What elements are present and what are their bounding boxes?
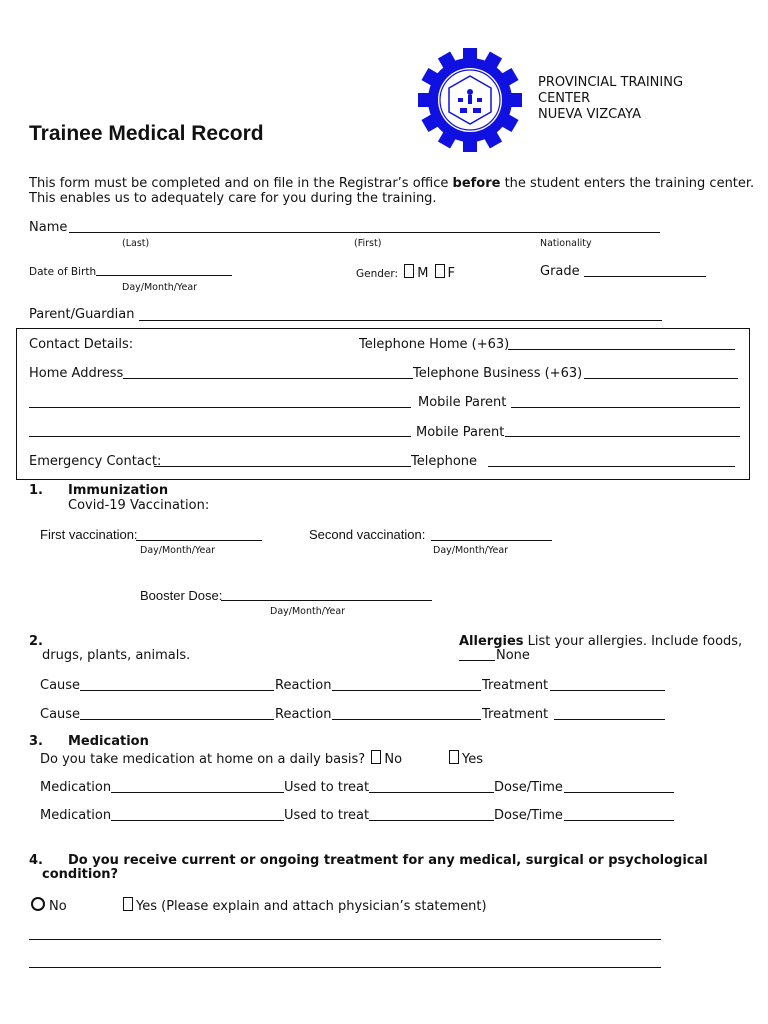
dob-field[interactable] [96, 275, 232, 276]
medication-field-2[interactable] [111, 820, 284, 821]
dob-caption: Day/Month/Year [122, 282, 198, 293]
tel-business-label: Telephone Business (+63) [413, 366, 583, 381]
parent-field[interactable] [139, 320, 662, 321]
reaction-field-2[interactable] [332, 719, 481, 720]
intro-text-b: the student enters the training center. [500, 176, 755, 191]
dose-time-field-1[interactable] [564, 792, 674, 793]
emergency-telephone-label: Telephone [411, 454, 478, 469]
medication-yes-label: Yes [462, 752, 483, 767]
allergies-none-label: None [496, 648, 530, 663]
treatment-yes-checkbox[interactable] [123, 897, 133, 911]
second-vaccination-caption: Day/Month/Year [433, 545, 509, 556]
gender-male-label: M [417, 266, 429, 281]
treatment-label-2: Treatment [482, 707, 549, 722]
mobile-parent-label-2: Mobile Parent [416, 425, 505, 440]
cause-field-1[interactable] [80, 690, 274, 691]
section-3-number: 3. [29, 734, 43, 749]
allergies-heading [459, 634, 742, 649]
dose-time-label-2: Dose/Time [494, 808, 563, 823]
gender-label: Gender: [356, 268, 399, 280]
section-4-question: Do you receive current or ongoing treatment for any medical, surgical or psychological [68, 853, 708, 868]
tel-home-field[interactable] [508, 349, 735, 350]
section-2-title: Allergies [459, 634, 524, 649]
intro-line-2: This enables us to adequately care for you during the training. [29, 191, 437, 206]
intro-text-a: This form must be completed and on file in the Registrar’s office [29, 176, 453, 191]
cause-field-2[interactable] [80, 719, 274, 720]
treatment-field-2[interactable] [554, 719, 665, 720]
dob-label: Date of Birth [29, 266, 97, 278]
second-vaccination-field[interactable] [431, 540, 552, 541]
medication-question-text: Do you take medication at home on a daily basis? [40, 752, 366, 767]
home-address-field[interactable] [123, 378, 413, 379]
booster-dose-label: Booster Dose: [140, 588, 223, 603]
cause-label-2: Cause [40, 707, 81, 722]
medication-no-checkbox[interactable] [371, 750, 381, 764]
grade-label: Grade [540, 264, 580, 279]
used-to-treat-field-1[interactable] [369, 792, 494, 793]
gender-female-checkbox[interactable] [435, 264, 445, 278]
treatment-yes-label: Yes (Please explain and attach physician’s statement) [136, 899, 487, 914]
dose-time-label-1: Dose/Time [494, 780, 563, 795]
allergies-desc: List your allergies. Include foods, [523, 634, 743, 649]
home-address-label: Home Address [29, 366, 124, 381]
intro-bold: before [452, 176, 501, 191]
explanation-line-2[interactable] [29, 967, 661, 968]
section-1-number: 1. [29, 483, 43, 498]
treatment-no-radio[interactable] [31, 897, 45, 911]
mobile-parent-field-2[interactable] [505, 436, 740, 437]
used-to-treat-field-2[interactable] [369, 820, 494, 821]
first-vaccination-field[interactable] [136, 540, 262, 541]
name-field[interactable] [69, 232, 660, 233]
name-label: Name [29, 220, 68, 235]
last-caption: (Last) [122, 238, 150, 249]
explanation-line-1[interactable] [29, 939, 661, 940]
intro-line-1 [29, 176, 754, 191]
treatment-yes-group [121, 897, 487, 914]
reaction-field-1[interactable] [332, 690, 481, 691]
medication-yes-group [447, 750, 483, 767]
provincial-training-center-logo [418, 48, 522, 152]
allergies-desc-2: drugs, plants, animals. [42, 648, 191, 663]
contact-details-label: Contact Details: [29, 337, 134, 352]
treatment-no-group [31, 897, 67, 914]
reaction-label-1: Reaction [275, 678, 332, 693]
gender-female-label: F [447, 266, 456, 281]
grade-field[interactable] [584, 276, 706, 277]
section-3-title: Medication [68, 734, 149, 749]
first-caption: (First) [354, 238, 382, 249]
section-4-question-2: condition? [42, 867, 119, 882]
parent-label: Parent/Guardian [29, 307, 135, 322]
emergency-telephone-field[interactable] [488, 466, 735, 467]
second-vaccination-label: Second vaccination: [309, 527, 426, 542]
address-line-3[interactable] [29, 436, 411, 437]
treatment-label-1: Treatment [482, 678, 549, 693]
mobile-parent-label-1: Mobile Parent [418, 395, 507, 410]
org-line-1: PROVINCIAL TRAINING [538, 75, 684, 90]
tel-home-label: Telephone Home (+63) [359, 337, 510, 352]
allergies-none-field[interactable] [459, 660, 495, 661]
page-title: Trainee Medical Record [29, 122, 264, 145]
gender-male-checkbox[interactable] [404, 264, 414, 278]
dose-time-field-2[interactable] [564, 820, 674, 821]
used-to-treat-label-2: Used to treat [284, 808, 370, 823]
org-line-2: CENTER [538, 91, 591, 106]
booster-dose-field[interactable] [221, 600, 432, 601]
medication-label-1: Medication [40, 780, 112, 795]
medication-field-1[interactable] [111, 792, 284, 793]
booster-dose-caption: Day/Month/Year [270, 606, 346, 617]
emergency-contact-field[interactable] [154, 466, 411, 467]
section-1-title: Immunization [68, 483, 169, 498]
medication-label-2: Medication [40, 808, 112, 823]
tel-business-field[interactable] [584, 378, 738, 379]
nationality-caption: Nationality [540, 238, 592, 249]
medication-question [40, 750, 402, 767]
org-name [538, 75, 683, 123]
first-vaccination-caption: Day/Month/Year [140, 545, 216, 556]
cause-label-1: Cause [40, 678, 81, 693]
first-vaccination-label: First vaccination: [40, 527, 138, 542]
treatment-field-1[interactable] [550, 690, 665, 691]
covid-vaccination-label: Covid-19 Vaccination: [68, 498, 210, 513]
section-4-number: 4. [29, 853, 43, 868]
org-line-3: NUEVA VIZCAYA [538, 107, 641, 122]
used-to-treat-label-1: Used to treat [284, 780, 370, 795]
medication-no-label: No [384, 752, 403, 767]
reaction-label-2: Reaction [275, 707, 332, 722]
address-line-2[interactable] [29, 407, 411, 408]
mobile-parent-field-1[interactable] [511, 407, 740, 408]
section-2-number: 2. [29, 634, 43, 649]
medication-yes-checkbox[interactable] [449, 750, 459, 764]
gender-group [356, 264, 455, 281]
emergency-contact-label: Emergency Contact: [29, 454, 162, 469]
treatment-no-label: No [49, 899, 67, 914]
